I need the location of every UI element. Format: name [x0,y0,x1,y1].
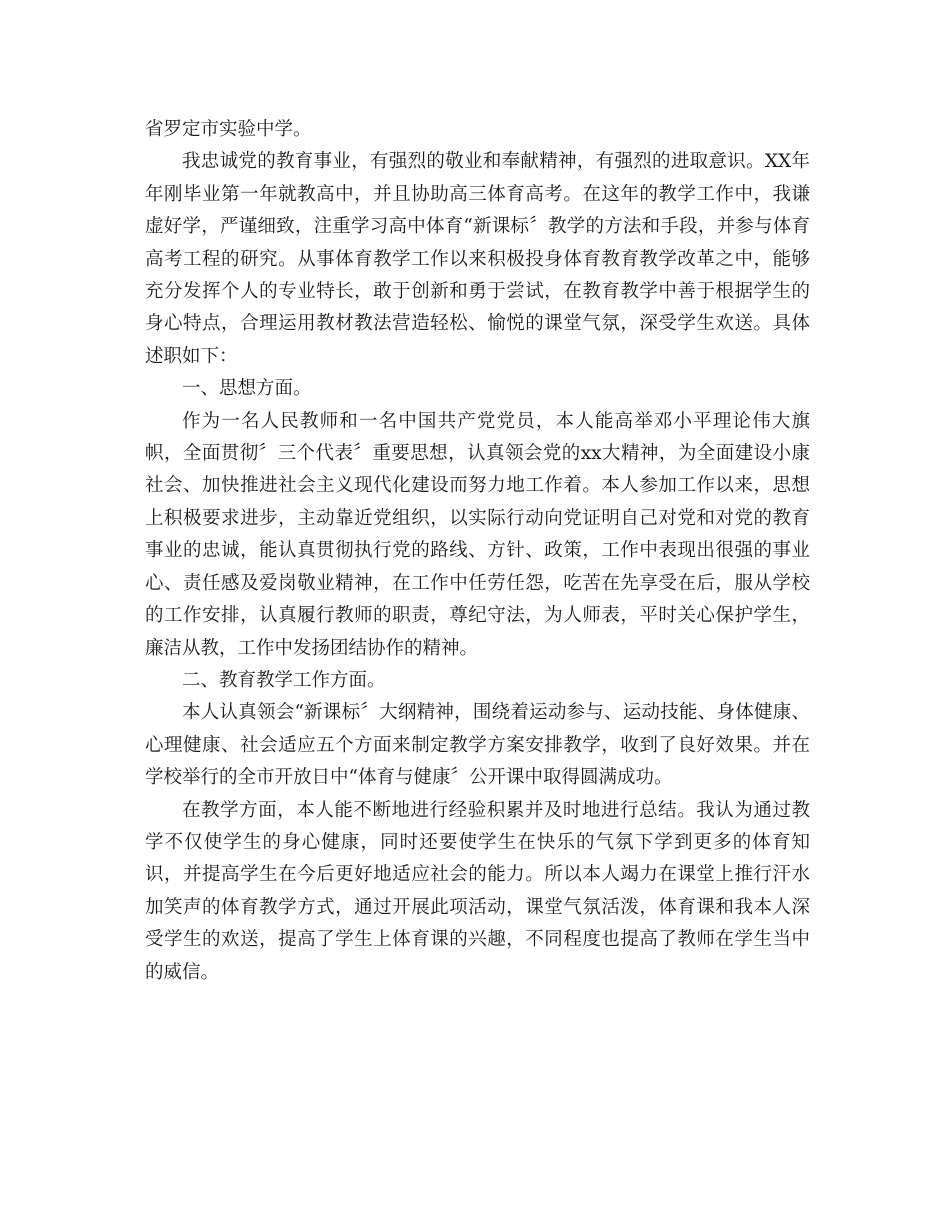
section-heading-teaching: 二、教育教学工作方面。 [182,669,386,691]
document-body [145,114,810,989]
paragraph-1: 省罗定市实验中学。 [145,119,312,140]
paragraph-6: 本人认真领会“新课标〞大纲精神，围绕着运动参与、运动技能、身体健康、心理健康、社会适应五个方面来制定教学方案安排教学，收到了良好效果。并在学校举行的全市开放日中“体育与健康〞公开课中取得圆满成功。 [145,702,810,789]
paragraph-7: 在教学方面，本人能不断地进行经验积累并及时地进行总结。我认为通过教学不仅使学生的身心健康，同时还要使学生在快乐的气氛下学到更多的体育知识，并提高学生在今后更好地适应社会的能力。所以本人竭力在课堂上推行汗水加笑声的体育教学方式，通过开展此项活动，课堂气氛活泼，体育课和我本人深受学生的欢送，提高了学生上体育课的兴趣，不同程度也提高了教师在学生当中的威信。 [145,799,810,983]
section-heading-thought: 一、思想方面。 [182,378,312,400]
paragraph-2: 我忠诚党的教育事业，有强烈的敬业和奉献精神，有强烈的进取意识。XX年年刚毕业第一年就教高中，并且协助高三体育高考。在这年的教学工作中，我谦虚好学，严谨细致，注重学习高中体育“新课标〞教学的方法和手段，并参与体育高考工程的研究。从事体育教学工作以来积极投身体育教育教学改革之中，能够充分发挥个人的专业特长，敢于创新和勇于尝试，在教育教学中善于根据学生的身心特点，合理运用教材教法营造轻松、愉悦的课堂气氛，深受学生欢送。具体述职如下： [145,151,810,367]
paragraph-4: 作为一名人民教师和一名中国共产党党员，本人能高举邓小平理论伟大旗帜，全面贯彻〞三个代表〞重要思想，认真领会党的xx大精神，为全面建设小康社会、加快推进社会主义现代化建设而努力地工作着。本人参加工作以来，思想上积极要求进步，主动靠近党组织，以实际行动向党证明自己对党和对党的教育事业的忠诚，能认真贯彻执行党的路线、方针、政策，工作中表现出很强的事业心、责任感及爱岗敬业精神，在工作中任劳任怨，吃苦在先享受在后，服从学校的工作安排，认真履行教师的职责，尊纪守法，为人师表，平时关心保护学生，廉洁从教，工作中发扬团结协作的精神。 [145,410,810,659]
